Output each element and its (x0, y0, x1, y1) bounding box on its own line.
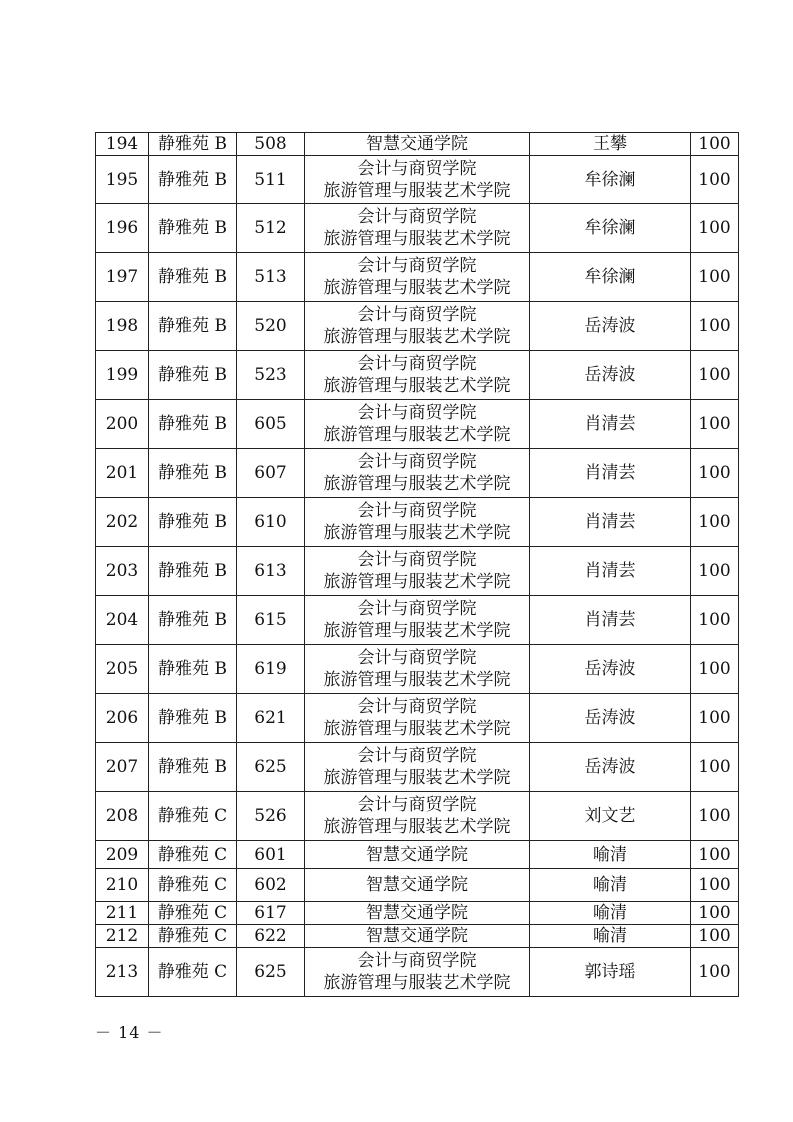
college-name-line: 会计与商贸学院 (357, 207, 477, 227)
college-name-line: 会计与商贸学院 (357, 746, 477, 766)
room-number-cell: 508 (237, 133, 305, 156)
college-name-line: 旅游管理与服装艺术学院 (323, 572, 511, 592)
college-cell (305, 925, 530, 948)
room-number-cell: 511 (237, 156, 305, 204)
responsible-person-cell: 肖清芸 (530, 449, 691, 498)
college-cell (305, 498, 530, 547)
college-cell (305, 792, 530, 841)
building-cell: 静雅苑 B (149, 253, 237, 302)
table-row (96, 948, 739, 997)
building-cell: 静雅苑 B (149, 743, 237, 792)
table-row (96, 156, 739, 204)
table-row (96, 645, 739, 694)
row-number-cell: 207 (96, 743, 149, 792)
college-name-line: 会计与商贸学院 (357, 354, 477, 374)
score-cell: 100 (691, 902, 739, 925)
college-cell (305, 743, 530, 792)
score-cell: 100 (691, 743, 739, 792)
responsible-person-cell: 牟徐澜 (530, 253, 691, 302)
college-name-line: 旅游管理与服装艺术学院 (323, 474, 511, 494)
responsible-person-cell: 牟徐澜 (530, 204, 691, 253)
college-name-line: 旅游管理与服装艺术学院 (323, 973, 511, 993)
college-name-line: 旅游管理与服装艺术学院 (323, 376, 511, 396)
row-number-cell: 195 (96, 156, 149, 204)
college-name-line: 智慧交通学院 (366, 844, 468, 865)
room-number-cell: 625 (237, 743, 305, 792)
responsible-person-cell: 喻清 (530, 902, 691, 925)
table-row (96, 925, 739, 948)
responsible-person-cell: 喻清 (530, 925, 691, 948)
building-cell: 静雅苑 C (149, 902, 237, 925)
responsible-person-cell: 肖清芸 (530, 596, 691, 645)
table-row (96, 547, 739, 596)
college-cell (305, 351, 530, 400)
row-number-cell: 212 (96, 925, 149, 948)
college-name-line: 旅游管理与服装艺术学院 (323, 180, 511, 201)
score-cell: 100 (691, 596, 739, 645)
score-cell: 100 (691, 925, 739, 948)
row-number-cell: 206 (96, 694, 149, 743)
responsible-person-cell: 岳涛波 (530, 351, 691, 400)
college-cell (305, 449, 530, 498)
college-name-line: 会计与商贸学院 (357, 256, 477, 276)
responsible-person-cell: 岳涛波 (530, 645, 691, 694)
score-cell: 100 (691, 253, 739, 302)
room-number-cell: 610 (237, 498, 305, 547)
room-number-cell: 602 (237, 869, 305, 902)
room-number-cell: 613 (237, 547, 305, 596)
row-number-cell: 200 (96, 400, 149, 449)
score-cell: 100 (691, 351, 739, 400)
college-name-line: 会计与商贸学院 (357, 599, 477, 619)
responsible-person-cell: 肖清芸 (530, 547, 691, 596)
room-number-cell: 621 (237, 694, 305, 743)
college-name-line: 会计与商贸学院 (357, 158, 477, 179)
building-cell: 静雅苑 C (149, 925, 237, 948)
table-row (96, 351, 739, 400)
room-number-cell: 622 (237, 925, 305, 948)
building-cell: 静雅苑 C (149, 841, 237, 869)
responsible-person-cell: 岳涛波 (530, 743, 691, 792)
table-row (96, 498, 739, 547)
row-number-cell: 203 (96, 547, 149, 596)
page-number: － 14 － (95, 1023, 164, 1042)
college-cell (305, 841, 530, 869)
college-cell (305, 547, 530, 596)
building-cell: 静雅苑 B (149, 498, 237, 547)
score-cell: 100 (691, 133, 739, 156)
building-cell: 静雅苑 B (149, 694, 237, 743)
college-name-line: 智慧交通学院 (366, 926, 468, 946)
college-name-line: 会计与商贸学院 (357, 452, 477, 472)
building-cell: 静雅苑 B (149, 351, 237, 400)
college-cell (305, 596, 530, 645)
row-number-cell: 199 (96, 351, 149, 400)
room-number-cell: 617 (237, 902, 305, 925)
room-number-cell: 605 (237, 400, 305, 449)
responsible-person-cell: 王攀 (530, 133, 691, 156)
score-cell: 100 (691, 204, 739, 253)
table-row (96, 743, 739, 792)
college-name-line: 旅游管理与服装艺术学院 (323, 768, 511, 788)
row-number-cell: 201 (96, 449, 149, 498)
responsible-person-cell: 岳涛波 (530, 302, 691, 351)
college-name-line: 智慧交通学院 (366, 134, 468, 154)
college-cell (305, 204, 530, 253)
college-cell (305, 869, 530, 902)
college-name-line: 旅游管理与服装艺术学院 (323, 719, 511, 739)
college-name-line: 旅游管理与服装艺术学院 (323, 327, 511, 347)
responsible-person-cell: 肖清芸 (530, 498, 691, 547)
room-number-cell: 615 (237, 596, 305, 645)
row-number-cell: 209 (96, 841, 149, 869)
responsible-person-cell: 岳涛波 (530, 694, 691, 743)
college-cell (305, 156, 530, 204)
table-row (96, 204, 739, 253)
building-cell: 静雅苑 C (149, 948, 237, 997)
building-cell: 静雅苑 B (149, 133, 237, 156)
row-number-cell: 205 (96, 645, 149, 694)
college-name-line: 智慧交通学院 (366, 903, 468, 923)
college-name-line: 旅游管理与服装艺术学院 (323, 523, 511, 543)
row-number-cell: 213 (96, 948, 149, 997)
table-row (96, 133, 739, 156)
score-cell: 100 (691, 547, 739, 596)
college-cell (305, 400, 530, 449)
college-name-line: 会计与商贸学院 (357, 951, 477, 971)
row-number-cell: 204 (96, 596, 149, 645)
room-number-cell: 619 (237, 645, 305, 694)
row-number-cell: 194 (96, 133, 149, 156)
college-name-line: 旅游管理与服装艺术学院 (323, 670, 511, 690)
row-number-cell: 202 (96, 498, 149, 547)
row-number-cell: 196 (96, 204, 149, 253)
college-name-line: 会计与商贸学院 (357, 697, 477, 717)
building-cell: 静雅苑 C (149, 869, 237, 902)
building-cell: 静雅苑 B (149, 302, 237, 351)
table-row (96, 902, 739, 925)
room-number-cell: 512 (237, 204, 305, 253)
table-row (96, 302, 739, 351)
table-body (96, 133, 739, 997)
college-cell (305, 694, 530, 743)
college-cell (305, 253, 530, 302)
table-row (96, 792, 739, 841)
college-name-line: 会计与商贸学院 (357, 501, 477, 521)
building-cell: 静雅苑 B (149, 596, 237, 645)
college-cell (305, 902, 530, 925)
score-cell: 100 (691, 645, 739, 694)
responsible-person-cell: 郭诗瑶 (530, 948, 691, 997)
dormitory-inspection-table (95, 132, 739, 997)
college-name-line: 会计与商贸学院 (357, 795, 477, 815)
score-cell: 100 (691, 948, 739, 997)
score-cell: 100 (691, 302, 739, 351)
building-cell: 静雅苑 B (149, 156, 237, 204)
row-number-cell: 211 (96, 902, 149, 925)
table-row (96, 400, 739, 449)
row-number-cell: 210 (96, 869, 149, 902)
table-row (96, 694, 739, 743)
room-number-cell: 601 (237, 841, 305, 869)
table-row (96, 449, 739, 498)
responsible-person-cell: 牟徐澜 (530, 156, 691, 204)
college-name-line: 旅游管理与服装艺术学院 (323, 817, 511, 837)
college-name-line: 会计与商贸学院 (357, 403, 477, 423)
room-number-cell: 526 (237, 792, 305, 841)
score-cell: 100 (691, 400, 739, 449)
college-cell (305, 133, 530, 156)
responsible-person-cell: 喻清 (530, 869, 691, 902)
row-number-cell: 198 (96, 302, 149, 351)
building-cell: 静雅苑 B (149, 547, 237, 596)
responsible-person-cell: 刘文艺 (530, 792, 691, 841)
table-row (96, 253, 739, 302)
college-name-line: 旅游管理与服装艺术学院 (323, 425, 511, 445)
building-cell: 静雅苑 B (149, 645, 237, 694)
row-number-cell: 208 (96, 792, 149, 841)
college-cell (305, 948, 530, 997)
college-name-line: 旅游管理与服装艺术学院 (323, 278, 511, 298)
college-cell (305, 302, 530, 351)
score-cell: 100 (691, 694, 739, 743)
college-name-line: 旅游管理与服装艺术学院 (323, 621, 511, 641)
college-name-line: 旅游管理与服装艺术学院 (323, 229, 511, 249)
table-row (96, 841, 739, 869)
room-number-cell: 513 (237, 253, 305, 302)
score-cell: 100 (691, 869, 739, 902)
building-cell: 静雅苑 B (149, 400, 237, 449)
row-number-cell: 197 (96, 253, 149, 302)
responsible-person-cell: 喻清 (530, 841, 691, 869)
responsible-person-cell: 肖清芸 (530, 400, 691, 449)
college-name-line: 智慧交通学院 (366, 875, 468, 895)
score-cell: 100 (691, 841, 739, 869)
building-cell: 静雅苑 C (149, 792, 237, 841)
college-name-line: 会计与商贸学院 (357, 550, 477, 570)
score-cell: 100 (691, 792, 739, 841)
table-row (96, 596, 739, 645)
score-cell: 100 (691, 449, 739, 498)
college-name-line: 会计与商贸学院 (357, 648, 477, 668)
room-number-cell: 625 (237, 948, 305, 997)
table-row (96, 869, 739, 902)
score-cell: 100 (691, 156, 739, 204)
college-cell (305, 645, 530, 694)
building-cell: 静雅苑 B (149, 204, 237, 253)
score-cell: 100 (691, 498, 739, 547)
room-number-cell: 520 (237, 302, 305, 351)
room-number-cell: 523 (237, 351, 305, 400)
building-cell: 静雅苑 B (149, 449, 237, 498)
college-name-line: 会计与商贸学院 (357, 305, 477, 325)
room-number-cell: 607 (237, 449, 305, 498)
